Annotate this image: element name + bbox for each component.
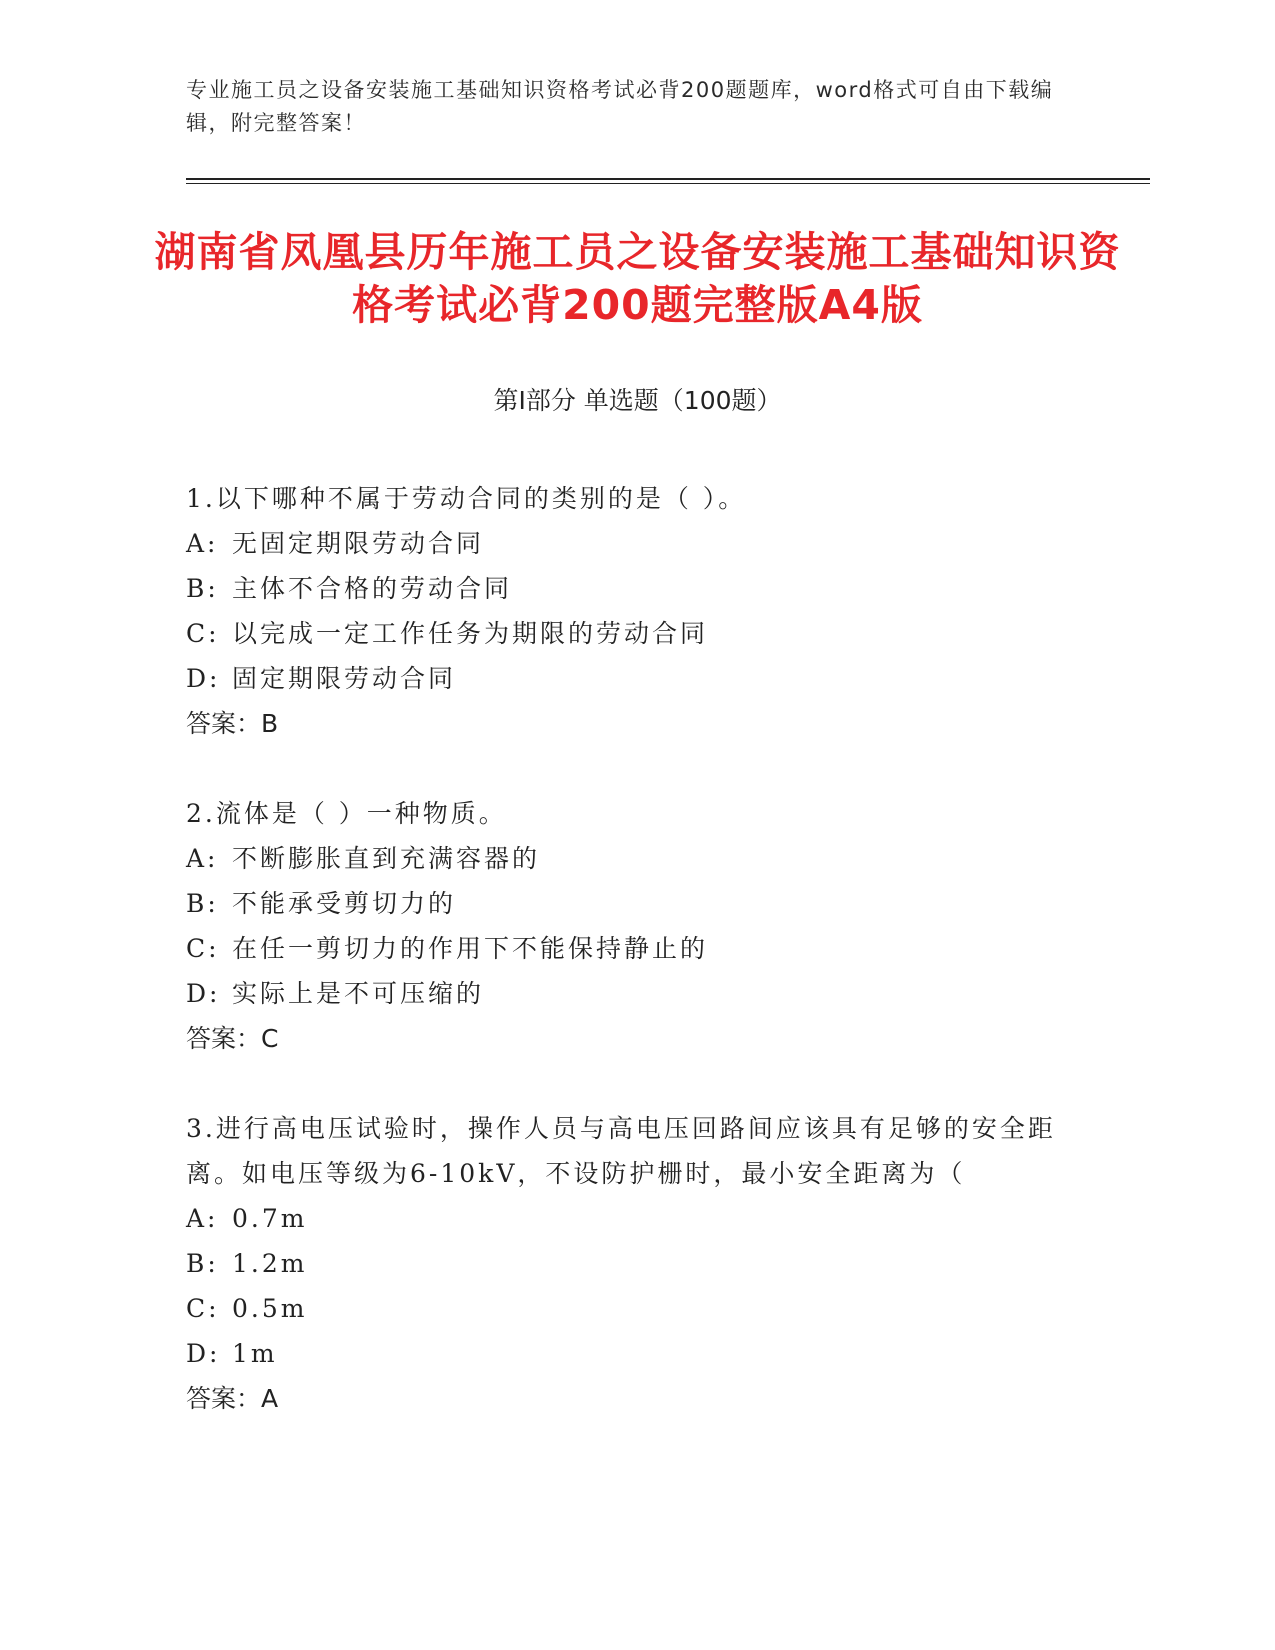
option-text: 不断膨胀直到充满容器的 [232,844,541,873]
option-b [186,1241,1066,1286]
option-text: 0.7m [232,1204,308,1233]
option-d [186,971,1066,1016]
answer-value: C [261,1024,279,1053]
answer-prefix: 答案： [186,1384,262,1413]
option-c [186,1286,1066,1331]
option-d [186,656,1066,701]
answer-value: B [261,709,279,738]
option-text: 不能承受剪切力的 [232,889,457,918]
answer-value: A [261,1384,279,1413]
option-c [186,611,1066,656]
option-text: 以完成一定工作任务为期限的劳动合同 [232,619,709,648]
question-list [186,476,1066,1421]
option-label: A: [186,1204,219,1233]
option-label: C: [186,934,220,963]
option-text: 实际上是不可压缩的 [232,979,485,1008]
header-divider-thin [186,183,1150,184]
option-label: C: [186,1294,220,1323]
question-stem: 2.流体是（ ）一种物质。 [186,799,507,828]
option-label: C: [186,619,220,648]
option-a [186,836,1066,881]
option-a [186,521,1066,566]
option-text: 在任一剪切力的作用下不能保持静止的 [232,934,709,963]
option-a [186,1196,1066,1241]
option-label: A: [186,529,219,558]
spacer [186,746,1066,791]
option-label: D: [186,664,221,693]
option-text: 固定期限劳动合同 [232,664,457,693]
option-label: B: [186,1249,219,1278]
option-b [186,566,1066,611]
answer-prefix: 答案： [186,1024,262,1053]
option-label: D: [186,1339,221,1368]
option-label: D: [186,979,221,1008]
document-title: 湖南省凤凰县历年施工员之设备安装施工基础知识资格考试必背200题完整版A4版 [154,228,1121,329]
question-3 [186,1106,1066,1421]
option-b [186,881,1066,926]
option-c [186,926,1066,971]
option-text: 无固定期限劳动合同 [232,529,485,558]
answer-line [186,701,1066,746]
option-text: 1m [232,1339,278,1368]
header-note: 专业施工员之设备安装施工基础知识资格考试必背200题题库，word格式可自由下载编辑，附完整答案！ [186,78,1054,135]
option-label: A: [186,844,219,873]
option-text: 0.5m [232,1294,308,1323]
option-d [186,1331,1066,1376]
section-title: 第I部分 单选题（100题） [493,386,782,415]
question-stem: 1.以下哪种不属于劳动合同的类别的是（ ）。 [186,484,747,513]
header-divider-thick [186,178,1150,180]
answer-line [186,1376,1066,1421]
question-2 [186,791,1066,1061]
option-label: B: [186,889,219,918]
option-label: B: [186,574,219,603]
option-text: 1.2m [232,1249,308,1278]
question-stem: 3.进行高电压试验时，操作人员与高电压回路间应该具有足够的安全距离。如电压等级为6-10kV，不设防护栅时，最小安全距离为（ [186,1114,1056,1188]
answer-line [186,1016,1066,1061]
option-text: 主体不合格的劳动合同 [232,574,513,603]
answer-prefix: 答案： [186,709,262,738]
spacer [186,1061,1066,1106]
question-1 [186,476,1066,746]
